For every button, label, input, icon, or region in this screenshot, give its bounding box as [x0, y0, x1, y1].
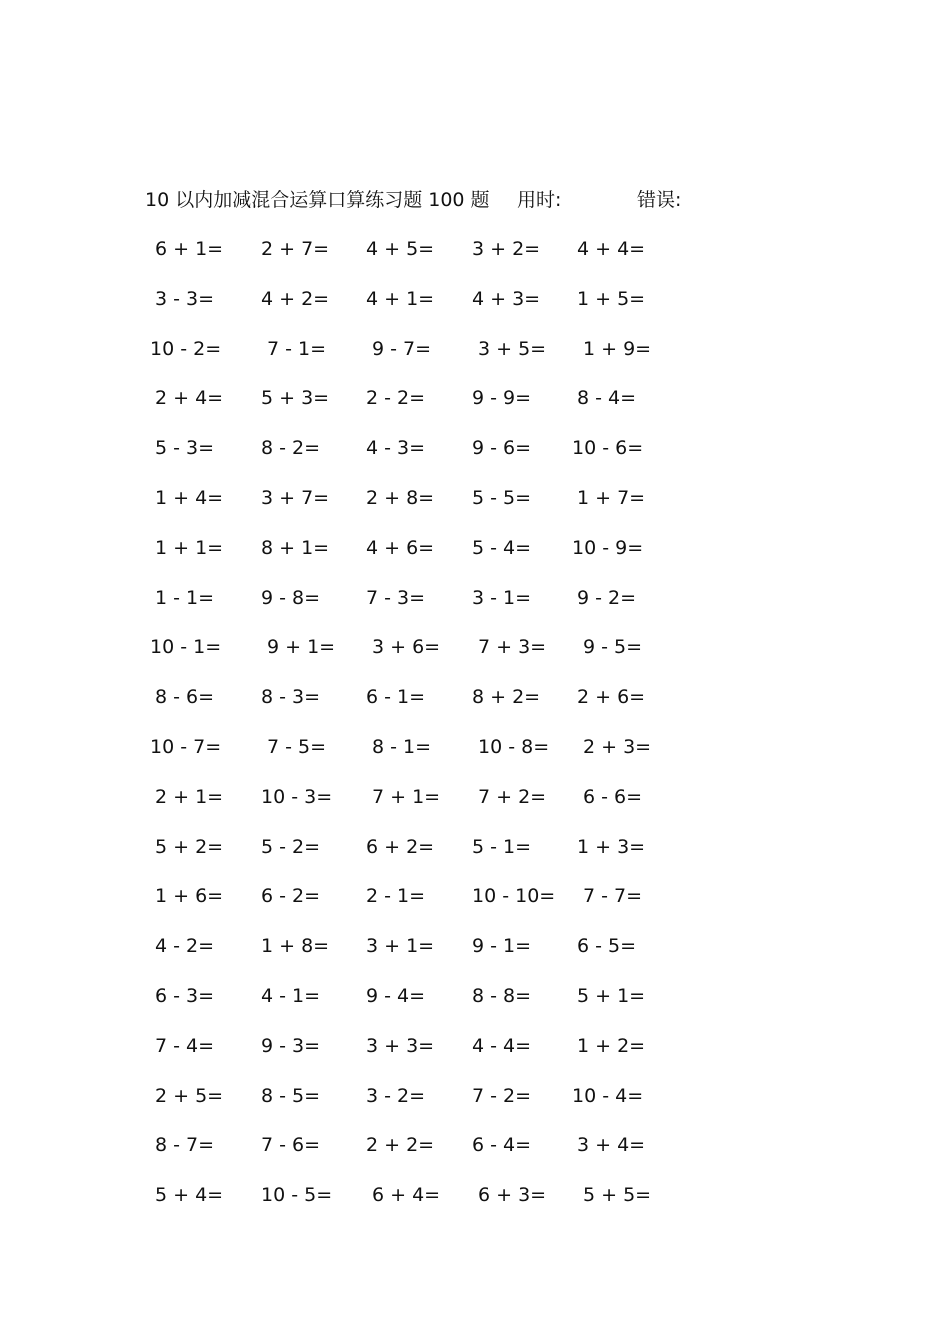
problem-item: 3 + 2= [472, 238, 541, 260]
problem-item: 7 - 3= [366, 587, 426, 609]
problem-item: 5 + 5= [583, 1184, 652, 1206]
problem-item: 3 + 5= [478, 338, 547, 360]
problem-item: 4 + 3= [472, 288, 541, 310]
problem-item: 1 + 6= [155, 885, 224, 907]
problem-item: 5 + 3= [261, 387, 330, 409]
problem-item: 9 - 6= [472, 437, 532, 459]
problem-item: 10 - 5= [261, 1184, 333, 1206]
problem-item: 10 - 3= [261, 786, 333, 808]
errors-label: 错误: [637, 189, 682, 211]
problem-item: 4 + 2= [261, 288, 330, 310]
problem-item: 1 + 3= [577, 836, 646, 858]
problem-item: 8 - 5= [261, 1085, 321, 1107]
problem-item: 8 - 6= [155, 686, 215, 708]
problem-item: 6 - 4= [472, 1134, 532, 1156]
problem-item: 2 + 6= [577, 686, 646, 708]
problem-item: 2 + 1= [155, 786, 224, 808]
problem-item: 2 + 7= [261, 238, 330, 260]
problem-item: 8 - 2= [261, 437, 321, 459]
problem-item: 10 - 1= [150, 636, 222, 658]
problem-item: 10 - 8= [478, 736, 550, 758]
problem-item: 2 + 4= [155, 387, 224, 409]
problem-item: 5 + 2= [155, 836, 224, 858]
problem-item: 4 + 1= [366, 288, 435, 310]
problem-item: 8 - 3= [261, 686, 321, 708]
problem-item: 4 - 3= [366, 437, 426, 459]
problem-item: 10 - 10= [472, 885, 556, 907]
problem-item: 1 - 1= [155, 587, 215, 609]
problem-item: 6 + 3= [478, 1184, 547, 1206]
problem-item: 2 + 3= [583, 736, 652, 758]
problem-item: 7 - 5= [267, 736, 327, 758]
problem-item: 6 - 2= [261, 885, 321, 907]
problem-item: 4 + 4= [577, 238, 646, 260]
problem-item: 7 + 3= [478, 636, 547, 658]
time-label: 用时: [517, 189, 562, 211]
problem-item: 3 + 6= [372, 636, 441, 658]
problem-item: 10 - 9= [572, 537, 644, 559]
problem-item: 5 + 1= [577, 985, 646, 1007]
problem-item: 4 - 1= [261, 985, 321, 1007]
problem-item: 1 + 5= [577, 288, 646, 310]
problem-item: 6 - 6= [583, 786, 643, 808]
problem-item: 10 - 6= [572, 437, 644, 459]
problem-item: 7 - 2= [472, 1085, 532, 1107]
problem-item: 6 - 1= [366, 686, 426, 708]
problem-item: 3 + 4= [577, 1134, 646, 1156]
problem-item: 10 - 2= [150, 338, 222, 360]
problem-item: 8 - 7= [155, 1134, 215, 1156]
problem-item: 8 - 4= [577, 387, 637, 409]
problem-item: 10 - 7= [150, 736, 222, 758]
problem-item: 2 + 2= [366, 1134, 435, 1156]
problem-item: 3 - 1= [472, 587, 532, 609]
problem-item: 1 + 1= [155, 537, 224, 559]
problem-item: 5 - 1= [472, 836, 532, 858]
problem-item: 5 - 5= [472, 487, 532, 509]
problem-item: 7 - 7= [583, 885, 643, 907]
problem-item: 1 + 4= [155, 487, 224, 509]
problem-item: 8 + 1= [261, 537, 330, 559]
problem-item: 2 + 5= [155, 1085, 224, 1107]
problem-item: 6 - 3= [155, 985, 215, 1007]
problem-item: 2 - 2= [366, 387, 426, 409]
problem-item: 3 - 2= [366, 1085, 426, 1107]
problem-item: 8 - 8= [472, 985, 532, 1007]
problem-item: 9 - 1= [472, 935, 532, 957]
problem-item: 9 - 9= [472, 387, 532, 409]
problem-item: 9 - 8= [261, 587, 321, 609]
problem-item: 8 - 1= [372, 736, 432, 758]
worksheet-title: 10 以内加减混合运算口算练习题 100 题 [145, 189, 490, 211]
problem-item: 5 - 4= [472, 537, 532, 559]
problem-item: 1 + 7= [577, 487, 646, 509]
problem-item: 4 + 5= [366, 238, 435, 260]
problem-item: 9 - 3= [261, 1035, 321, 1057]
problem-item: 7 - 4= [155, 1035, 215, 1057]
problem-item: 1 + 9= [583, 338, 652, 360]
problem-item: 4 - 4= [472, 1035, 532, 1057]
problem-item: 3 + 7= [261, 487, 330, 509]
problem-item: 1 + 2= [577, 1035, 646, 1057]
problem-item: 6 + 2= [366, 836, 435, 858]
problem-item: 4 - 2= [155, 935, 215, 957]
problem-item: 6 - 5= [577, 935, 637, 957]
problem-item: 9 + 1= [267, 636, 336, 658]
problem-item: 8 + 2= [472, 686, 541, 708]
problem-item: 2 - 1= [366, 885, 426, 907]
problem-item: 5 - 3= [155, 437, 215, 459]
problem-item: 3 + 3= [366, 1035, 435, 1057]
problem-item: 3 + 1= [366, 935, 435, 957]
problem-item: 9 - 5= [583, 636, 643, 658]
problem-item: 7 + 2= [478, 786, 547, 808]
problem-item: 9 - 4= [366, 985, 426, 1007]
problem-item: 5 - 2= [261, 836, 321, 858]
problem-item: 7 - 6= [261, 1134, 321, 1156]
problem-item: 5 + 4= [155, 1184, 224, 1206]
problem-item: 6 + 4= [372, 1184, 441, 1206]
problem-item: 7 + 1= [372, 786, 441, 808]
problem-item: 10 - 4= [572, 1085, 644, 1107]
problem-item: 1 + 8= [261, 935, 330, 957]
problem-item: 2 + 8= [366, 487, 435, 509]
problem-item: 9 - 7= [372, 338, 432, 360]
problem-item: 6 + 1= [155, 238, 224, 260]
problem-item: 7 - 1= [267, 338, 327, 360]
problem-item: 9 - 2= [577, 587, 637, 609]
problem-item: 4 + 6= [366, 537, 435, 559]
problem-item: 3 - 3= [155, 288, 215, 310]
